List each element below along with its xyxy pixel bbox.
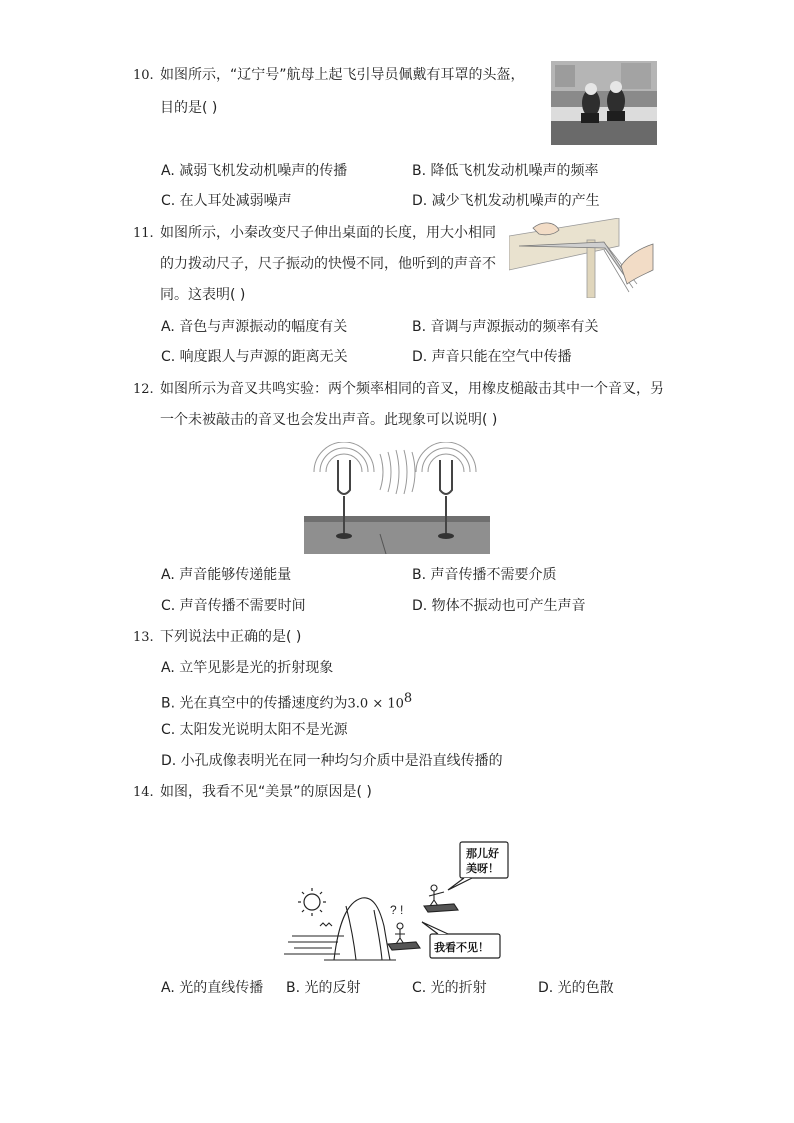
q12-option-c: C. 声音传播不需要时间 xyxy=(161,598,306,614)
q13-stem: 下列说法中正确的是( ) xyxy=(160,629,302,645)
q13-option-b xyxy=(161,690,412,714)
q10-number: 10. xyxy=(133,68,154,83)
q12-option-b: B. 声音传播不需要介质 xyxy=(412,567,557,583)
bubble-top-line1: 那儿好 xyxy=(466,848,499,860)
q14-option-c: C. 光的折射 xyxy=(412,980,487,996)
q12-option-d: D. 物体不振动也可产生声音 xyxy=(412,598,586,614)
q11-stem-line3: 同。这表明( ) xyxy=(160,287,246,303)
q11-number: 11. xyxy=(133,226,154,241)
q13-option-a: A. 立竿见影是光的折射现象 xyxy=(161,660,334,676)
q14-cartoon-illustration xyxy=(284,826,514,966)
q14-option-b: B. 光的反射 xyxy=(286,980,361,996)
q13-speed-exponent: 8 xyxy=(403,691,413,706)
q13-speed-value: 3.0 × 10 xyxy=(347,696,404,712)
bubble-top-line2: 美呀！ xyxy=(466,863,499,875)
bubble-bottom-text: 我看不见！ xyxy=(434,942,489,954)
q13-option-d: D. 小孔成像表明光在同一种均匀介质中是沿直线传播的 xyxy=(161,753,503,769)
q11-ruler-illustration xyxy=(509,218,657,298)
q10-option-d: D. 减少飞机发动机噪声的产生 xyxy=(412,193,600,209)
q10-stem-line1: 如图所示，“辽宁号”航母上起飞引导员佩戴有耳罩的头盔， xyxy=(160,67,525,83)
q11-option-d: D. 声音只能在空气中传播 xyxy=(412,349,572,365)
q11-option-b: B. 音调与声源振动的频率有关 xyxy=(412,319,599,335)
q12-option-a: A. 声音能够传递能量 xyxy=(161,567,292,583)
q13-option-c: C. 太阳发光说明太阳不是光源 xyxy=(161,722,348,738)
q14-option-a: A. 光的直线传播 xyxy=(161,980,264,996)
q13-option-b-text: B. 光在真空中的传播速度约为 xyxy=(161,695,348,712)
q10-photo-aircraft-carrier xyxy=(551,61,657,145)
q10-stem-line2: 目的是( ) xyxy=(160,100,218,116)
question-marks: ? ! xyxy=(390,903,404,917)
q10-option-a: A. 减弱飞机发动机噪声的传播 xyxy=(161,163,348,179)
q11-stem-line1: 如图所示，小秦改变尺子伸出桌面的长度，用大小相同 xyxy=(160,225,496,241)
q11-stem-line2: 的力拨动尺子，尺子振动的快慢不同，他听到的声音不 xyxy=(160,256,496,272)
q14-number: 14. xyxy=(133,785,154,800)
q11-option-a: A. 音色与声源振动的幅度有关 xyxy=(161,319,348,335)
q14-option-d: D. 光的色散 xyxy=(538,980,614,996)
person-top-figure xyxy=(424,885,458,912)
q14-stem: 如图，我看不见“美景”的原因是( ) xyxy=(160,784,372,800)
q12-stem-line1: 如图所示为音叉共鸣实验：两个频率相同的音叉，用橡皮槌敲击其中一个音叉，另 xyxy=(160,381,664,397)
sun-icon xyxy=(298,888,326,916)
q12-stem-line2: 一个未被敲击的音叉也会发出声音。此现象可以说明( ) xyxy=(160,412,498,428)
q10-option-b: B. 降低飞机发动机噪声的频率 xyxy=(412,163,599,179)
q10-option-c: C. 在人耳处减弱噪声 xyxy=(161,193,292,209)
person-bottom-figure xyxy=(388,923,420,950)
q13-number: 13. xyxy=(133,630,154,645)
q12-tuning-fork-illustration xyxy=(304,442,490,554)
q12-number: 12. xyxy=(133,382,154,397)
q11-option-c: C. 响度跟人与声源的距离无关 xyxy=(161,349,348,365)
